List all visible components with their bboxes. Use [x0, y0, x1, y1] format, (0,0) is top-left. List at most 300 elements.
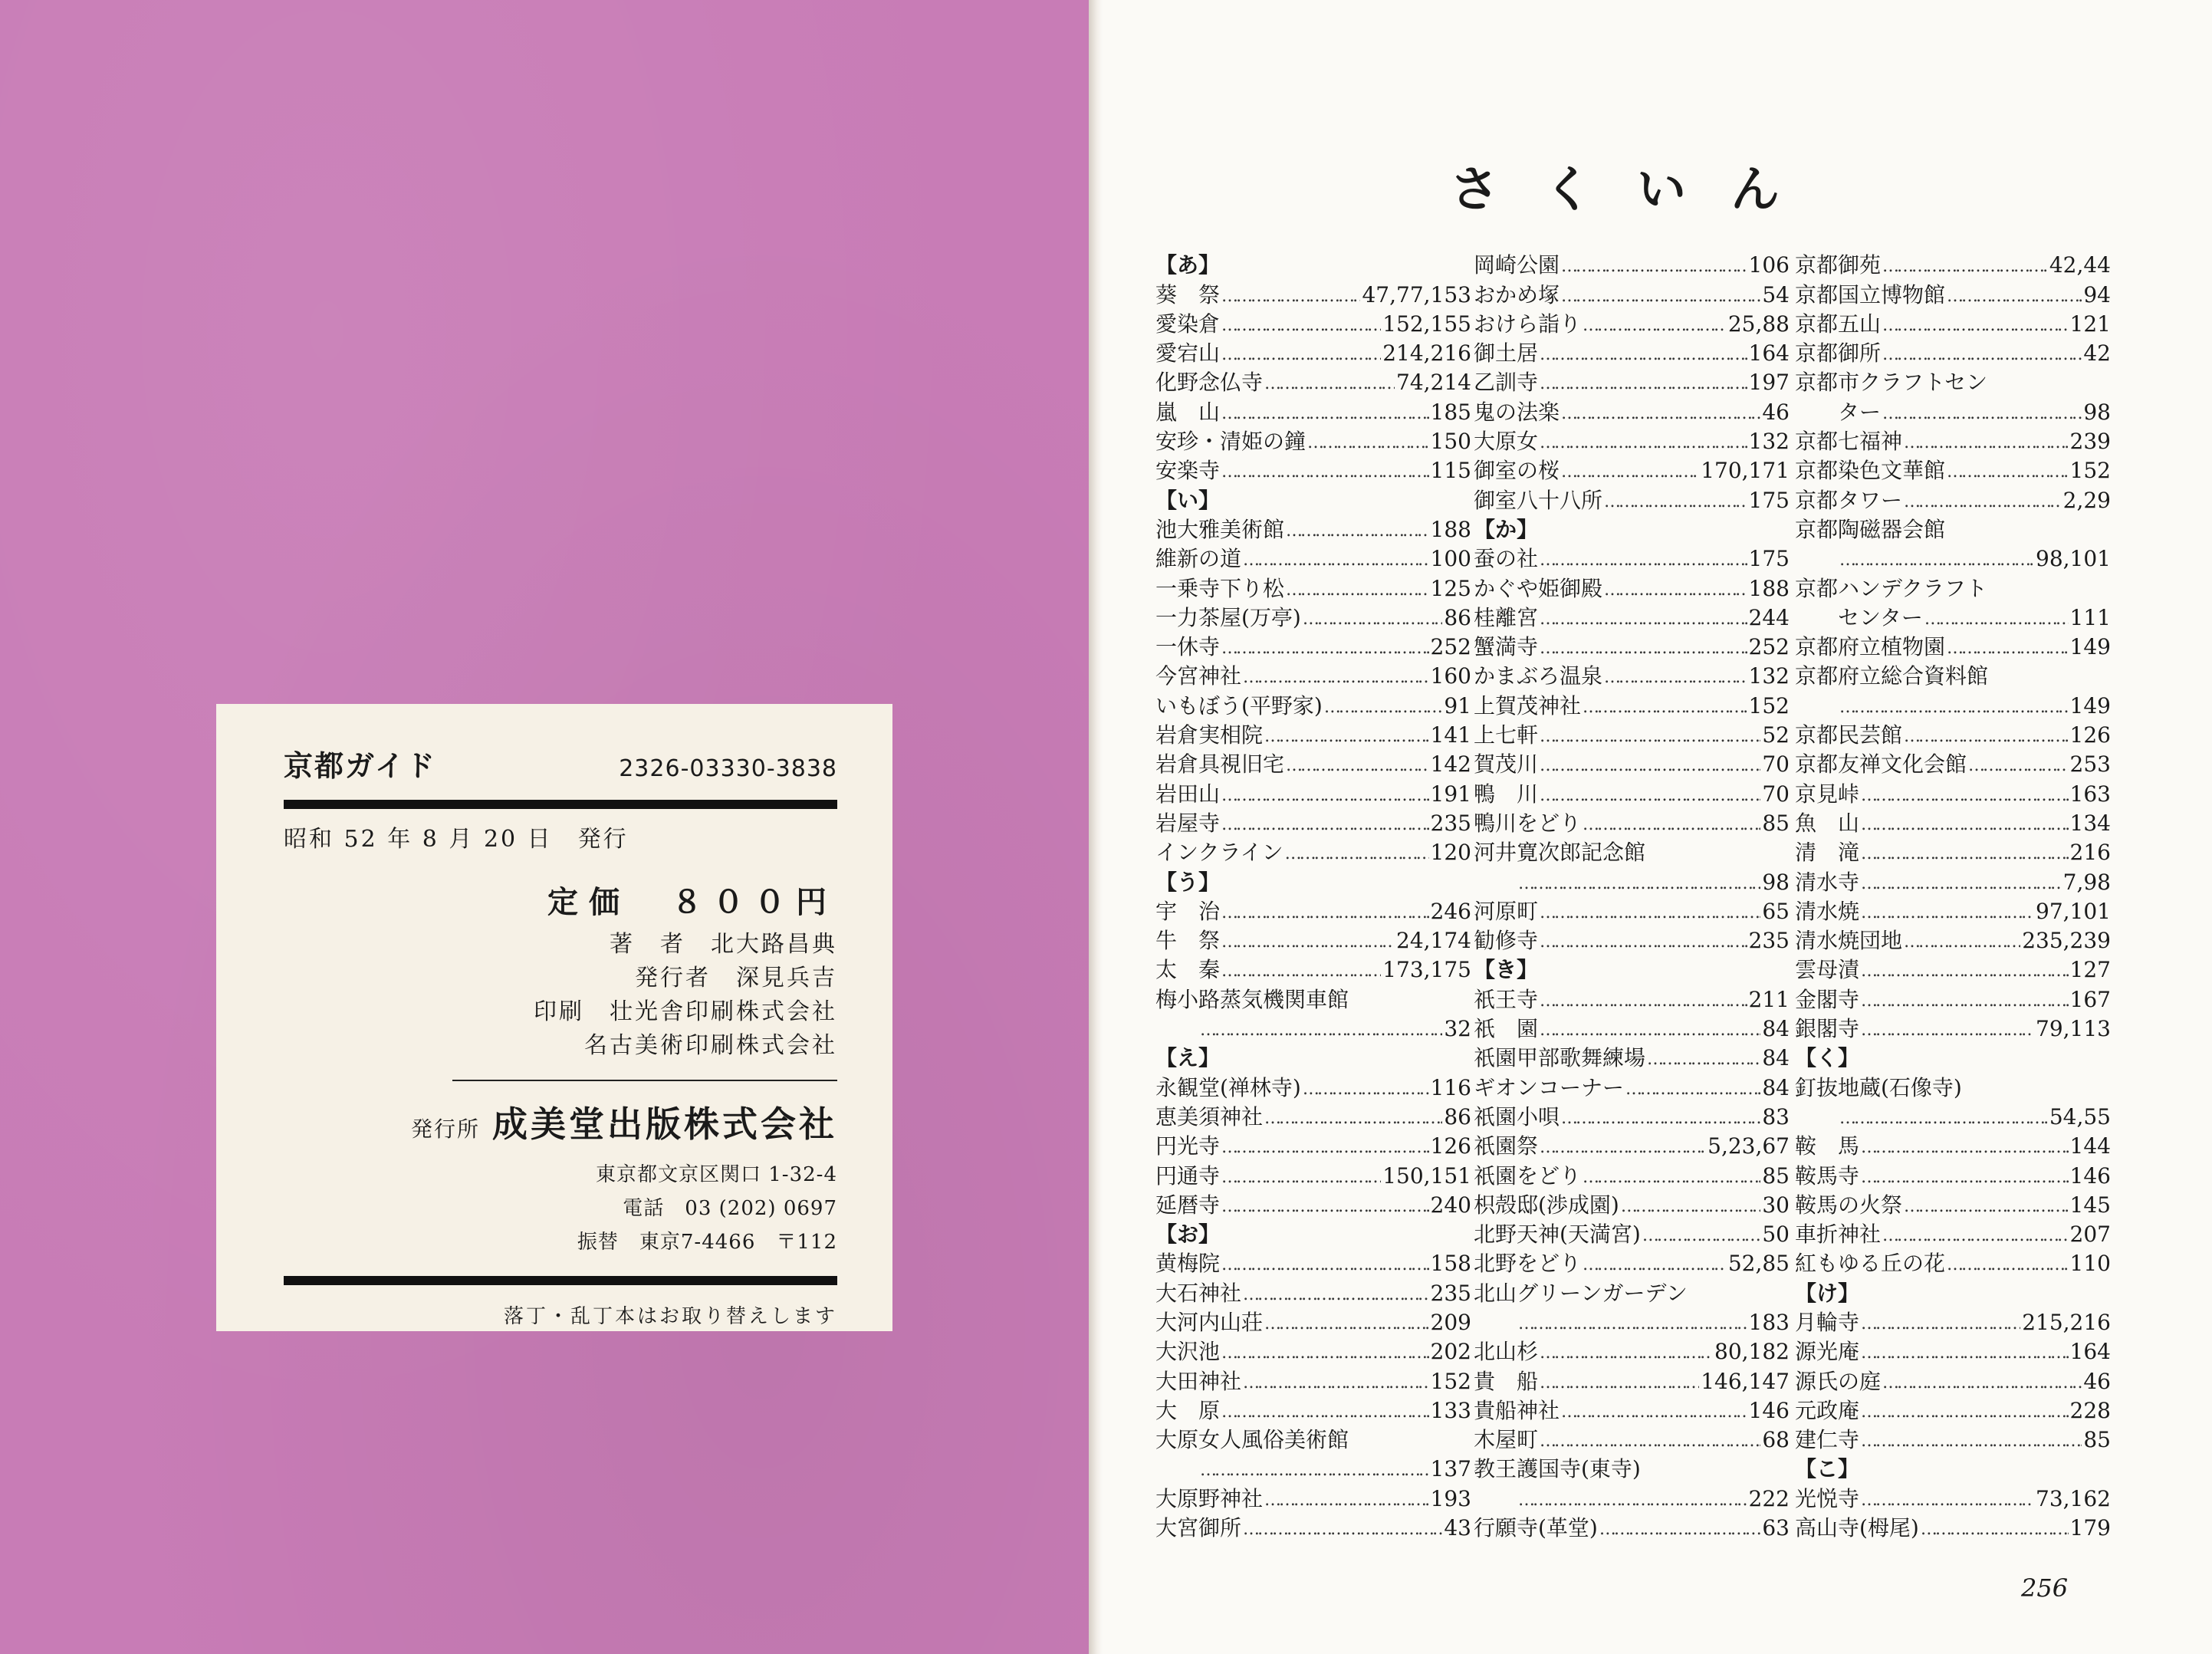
- index-entry: [1474, 631, 1790, 660]
- entry-page: 188: [1748, 575, 1790, 601]
- entry-page: 74,214: [1396, 370, 1471, 396]
- entry-page: 86: [1444, 1103, 1471, 1130]
- entry-name: インクライン: [1155, 840, 1283, 866]
- index-entry: [1474, 249, 1790, 278]
- index-entry: [1795, 1159, 2111, 1189]
- entry-name: 釘抜地蔵(石像寺): [1795, 1074, 1962, 1100]
- index-entry: [1474, 543, 1790, 572]
- leader-dots: [1221, 1342, 1429, 1365]
- leader-dots: [1540, 373, 1747, 396]
- leader-dots: [1286, 520, 1429, 543]
- entry-name: センター: [1838, 604, 1923, 630]
- entry-page: 65: [1762, 898, 1790, 924]
- index-entry: [1795, 983, 2111, 1012]
- entry-name: 鞍馬寺: [1795, 1162, 1860, 1189]
- entry-name: 京都民芸館: [1795, 722, 1903, 748]
- index-entry: [1155, 748, 1471, 778]
- leader-dots: [1947, 461, 2069, 484]
- entry-page: 52: [1762, 722, 1790, 748]
- leader-dots: [1861, 1019, 2034, 1042]
- entry-page: 84: [1762, 1045, 1790, 1071]
- entry-page: 68: [1762, 1427, 1790, 1453]
- index-entry: [1795, 514, 2111, 543]
- leader-dots: [1861, 843, 2069, 866]
- index-entry: [1795, 719, 2111, 748]
- leader-dots: [1303, 608, 1443, 631]
- index-entry: [1795, 1395, 2111, 1424]
- index-entry: [1474, 1395, 1790, 1424]
- index-entry: [1155, 689, 1471, 718]
- entry-page: 150,151: [1382, 1162, 1471, 1189]
- entry-page: 125: [1430, 575, 1471, 601]
- leader-dots: [1599, 1518, 1761, 1541]
- entry-page: 80,182: [1714, 1339, 1790, 1365]
- entry-name: 鞍馬の火祭: [1795, 1192, 1903, 1218]
- entry-page: 152: [1430, 1368, 1471, 1394]
- entry-name: 祇園をどり: [1474, 1162, 1582, 1189]
- index-entry: [1155, 954, 1471, 983]
- entry-name: 宇 治: [1155, 898, 1221, 924]
- leader-dots: [1861, 1166, 2069, 1189]
- leader-dots: [1221, 314, 1381, 337]
- leader-dots: [1861, 1489, 2034, 1512]
- index-entry: [1155, 1159, 1471, 1189]
- index-entry: [1795, 660, 2111, 689]
- entry-name: 鴨 川: [1474, 781, 1539, 807]
- entry-name: 【あ】: [1155, 252, 1221, 278]
- index-entry: [1474, 719, 1790, 748]
- leader-dots: [1561, 1107, 1760, 1130]
- entry-name: 金閣寺: [1795, 986, 1860, 1012]
- index-entry: [1795, 308, 2111, 337]
- entry-page: 79,113: [2036, 1016, 2111, 1042]
- publisher-label: 発行所: [410, 1116, 480, 1142]
- entry-name: 元政庵: [1795, 1397, 1860, 1423]
- entry-name: かまぶろ温泉: [1474, 663, 1603, 689]
- leader-dots: [1264, 373, 1395, 396]
- entry-name: 京都国立博物館: [1795, 281, 1946, 307]
- entry-page: 185: [1430, 399, 1471, 425]
- index-entry: [1155, 426, 1471, 455]
- entry-name: 大河内山荘: [1155, 1309, 1264, 1335]
- publisher-person: 発行者 深見兵吉: [635, 965, 837, 991]
- entry-name: 清水焼団地: [1795, 928, 1903, 954]
- price: 定価 ８００円: [547, 884, 837, 920]
- entry-name: 【い】: [1155, 487, 1221, 513]
- entry-page: 30: [1762, 1192, 1790, 1218]
- entry-name: 京都ハンデクラフト: [1795, 575, 1987, 601]
- entry-page: 91: [1444, 692, 1471, 718]
- entry-page: 25,88: [1727, 311, 1790, 337]
- entry-page: 209: [1430, 1309, 1471, 1335]
- leader-dots: [1221, 285, 1360, 308]
- entry-name: 京都府立総合資料館: [1795, 663, 1989, 689]
- leader-dots: [1221, 637, 1429, 660]
- index-entry: [1155, 1071, 1471, 1100]
- leader-dots: [1540, 549, 1747, 572]
- index-column-2: [1474, 249, 1790, 1541]
- leader-dots: [1882, 314, 2069, 337]
- entry-page: 132: [1748, 429, 1790, 455]
- leader-dots: [1947, 1254, 2069, 1277]
- phone: 電話 03 (202) 0697: [623, 1197, 837, 1220]
- index-entry: [1155, 367, 1471, 396]
- leader-dots: [1221, 784, 1429, 807]
- leader-dots: [1324, 696, 1443, 719]
- leader-dots: [1243, 1372, 1429, 1395]
- entry-page: 42: [2083, 340, 2111, 367]
- entry-name: 大田神社: [1155, 1368, 1242, 1394]
- index-entry: [1474, 484, 1790, 513]
- entry-name: 京都御所: [1795, 340, 1882, 367]
- page-number: 256: [2021, 1573, 2069, 1603]
- index-entry: [1155, 1395, 1471, 1424]
- transfer-account: 振替 東京7-4466 〒112: [577, 1231, 837, 1254]
- entry-page: 63: [1762, 1515, 1790, 1541]
- index-entry: [1474, 660, 1790, 689]
- leader-dots: [1540, 931, 1747, 954]
- leader-dots: [1561, 1401, 1747, 1424]
- printer-2: 名古美術印刷株式会社: [584, 1032, 837, 1059]
- leader-dots: [1583, 1254, 1727, 1277]
- index-entry: [1474, 896, 1790, 925]
- entry-name: 岩倉実相院: [1155, 722, 1264, 748]
- leader-dots: [1221, 344, 1381, 367]
- index-entry: [1474, 602, 1790, 631]
- entry-name: 今宮神社: [1155, 663, 1242, 689]
- index-entry: [1155, 660, 1471, 689]
- entry-page: 211: [1748, 986, 1790, 1012]
- leader-dots: [1861, 960, 2069, 983]
- entry-page: 120: [1430, 840, 1471, 866]
- entry-page: 149: [2069, 634, 2111, 660]
- entry-name: 岡崎公園: [1474, 252, 1560, 278]
- entry-page: 167: [2069, 986, 2111, 1012]
- leader-dots: [1307, 432, 1429, 455]
- entry-page: 132: [1748, 663, 1790, 689]
- index-section-header: [1474, 954, 1790, 983]
- index-section-header: [1795, 1453, 2111, 1482]
- entry-page: 193: [1430, 1485, 1471, 1511]
- entry-name: 一力茶屋(万亭): [1155, 604, 1301, 630]
- entry-page: 133: [1430, 1397, 1471, 1423]
- index-entry: [1474, 866, 1790, 895]
- entry-name: 蚕の社: [1474, 546, 1539, 572]
- entry-page: 145: [2069, 1192, 2111, 1218]
- leader-dots: [1518, 873, 1760, 896]
- leader-dots: [1221, 1195, 1429, 1218]
- entry-name: 車折神社: [1795, 1222, 1882, 1248]
- entry-page: 32: [1444, 1016, 1471, 1042]
- entry-page: 46: [2083, 1368, 2111, 1394]
- leader-dots: [1861, 1342, 2069, 1365]
- index-entry: [1155, 1248, 1471, 1277]
- index-entry: [1474, 1013, 1790, 1042]
- divider: [452, 1080, 837, 1081]
- leader-dots: [1264, 725, 1429, 748]
- entry-name: 鴨川をどり: [1474, 810, 1582, 836]
- entry-page: 170,171: [1701, 458, 1790, 484]
- index-entry: [1155, 1189, 1471, 1218]
- entry-page: 152,155: [1382, 311, 1471, 337]
- index-entry: [1795, 1336, 2111, 1365]
- entry-name: 教王護国寺(東寺): [1474, 1456, 1641, 1482]
- leader-dots: [1647, 1048, 1760, 1071]
- leader-dots: [1286, 579, 1429, 602]
- index-entry: [1474, 426, 1790, 455]
- index-entry: [1474, 337, 1790, 367]
- entry-name: 紅もゆる丘の花: [1795, 1251, 1946, 1277]
- index-entry: [1795, 1512, 2111, 1541]
- leader-dots: [1561, 461, 1699, 484]
- index-entry: [1474, 1159, 1790, 1189]
- entry-name: 清水寺: [1795, 869, 1860, 895]
- entry-page: 216: [2069, 840, 2111, 866]
- entry-name: 大沢池: [1155, 1339, 1221, 1365]
- entry-page: 83: [1762, 1103, 1790, 1130]
- entry-name: 銀閣寺: [1795, 1016, 1860, 1042]
- index-entry: [1474, 1307, 1790, 1336]
- leader-dots: [1200, 1459, 1429, 1482]
- entry-name: 祇園小唄: [1474, 1103, 1560, 1130]
- leader-dots: [1540, 990, 1747, 1013]
- inside-cover: [0, 0, 1089, 1654]
- entry-page: 111: [2069, 604, 2111, 630]
- entry-name: 貴船神社: [1474, 1397, 1560, 1423]
- leader-dots: [1904, 432, 2069, 455]
- entry-page: 5,23,67: [1707, 1133, 1790, 1159]
- printer-1: 印刷 壮光舎印刷株式会社: [534, 998, 837, 1025]
- index-section-header: [1155, 866, 1471, 895]
- index-entry: [1155, 1101, 1471, 1130]
- entry-name: 【う】: [1155, 869, 1221, 895]
- index-entry: [1155, 514, 1471, 543]
- leader-dots: [1540, 755, 1760, 778]
- index-entry: [1795, 896, 2111, 925]
- book-gutter: [1089, 0, 1103, 1654]
- index-entry: [1795, 396, 2111, 425]
- entry-name: 鬼の法楽: [1474, 399, 1560, 425]
- entry-name: 光悦寺: [1795, 1485, 1860, 1511]
- index-entry: [1795, 925, 2111, 954]
- publisher-row: [284, 1097, 837, 1147]
- entry-page: 97,101: [2036, 898, 2111, 924]
- entry-name: 円光寺: [1155, 1133, 1221, 1159]
- entry-page: 24,174: [1396, 928, 1471, 954]
- entry-page: 98: [1762, 869, 1790, 895]
- entry-name: 上賀茂神社: [1474, 692, 1582, 718]
- index-section-header: [1795, 1042, 2111, 1071]
- entry-name: 黄梅院: [1155, 1251, 1221, 1277]
- entry-name: 大 原: [1155, 1397, 1221, 1423]
- leader-dots: [1583, 314, 1727, 337]
- leader-dots: [1264, 1313, 1429, 1336]
- entry-name: 【こ】: [1795, 1456, 1860, 1482]
- index-entry: [1795, 1130, 2111, 1159]
- entry-page: 54: [1762, 281, 1790, 307]
- index-entry: [1155, 543, 1471, 572]
- leader-dots: [1200, 1019, 1442, 1042]
- index-entry: [1795, 1101, 2111, 1130]
- entry-name: 勧修寺: [1474, 928, 1539, 954]
- entry-name: おかめ塚: [1474, 281, 1560, 307]
- leader-dots: [1221, 960, 1381, 983]
- author: 著 者 北大路昌典: [610, 931, 837, 958]
- entry-name: 祇園甲部歌舞練場: [1474, 1045, 1646, 1071]
- leader-dots: [1561, 285, 1760, 308]
- index-entry: [1155, 1424, 1471, 1453]
- index-column-1: [1155, 249, 1471, 1541]
- entry-page: 188: [1430, 516, 1471, 542]
- entry-page: 142: [1430, 751, 1471, 778]
- entry-page: 228: [2069, 1397, 2111, 1423]
- leader-dots: [1540, 725, 1760, 748]
- entry-page: 137: [1430, 1456, 1471, 1482]
- leader-dots: [1921, 1518, 2069, 1541]
- index-entry: [1474, 396, 1790, 425]
- entry-page: 141: [1430, 722, 1471, 748]
- entry-page: 106: [1748, 252, 1790, 278]
- index-entry: [1795, 602, 2111, 631]
- index-entry: [1474, 1277, 1790, 1306]
- entry-page: 252: [1430, 634, 1471, 660]
- index-entry: [1474, 1248, 1790, 1277]
- index-entry: [1155, 572, 1471, 601]
- entry-name: 大原野神社: [1155, 1485, 1264, 1511]
- index-entry: [1474, 1218, 1790, 1248]
- index-entry: [1474, 1512, 1790, 1541]
- index-entry: [1155, 631, 1471, 660]
- entry-page: 163: [2069, 781, 2111, 807]
- leader-dots: [1303, 1078, 1429, 1101]
- entry-page: 146: [2069, 1162, 2111, 1189]
- index-entry: [1474, 778, 1790, 807]
- leader-dots: [1540, 1019, 1760, 1042]
- index-entry: [1795, 866, 2111, 895]
- entry-name: 葵 祭: [1155, 281, 1221, 307]
- entry-page: 222: [1748, 1485, 1790, 1511]
- entry-name: 京都友禅文化会館: [1795, 751, 1967, 778]
- entry-name: 北野をどり: [1474, 1251, 1582, 1277]
- index-entry: [1474, 572, 1790, 601]
- index-entry: [1795, 689, 2111, 718]
- leader-dots: [1221, 403, 1429, 426]
- index-entry: [1474, 1482, 1790, 1511]
- entry-name: 月輪寺: [1795, 1309, 1860, 1335]
- index-section-header: [1474, 514, 1790, 543]
- entry-page: 152: [2069, 458, 2111, 484]
- divider: [284, 1276, 837, 1285]
- colophon-card: [216, 704, 892, 1331]
- entry-page: 47,77,153: [1362, 281, 1471, 307]
- entry-page: 164: [2069, 1339, 2111, 1365]
- entry-page: 70: [1762, 781, 1790, 807]
- index-entry: [1474, 983, 1790, 1012]
- book-code: 2326-03330-3838: [619, 755, 837, 782]
- leader-dots: [1221, 1166, 1381, 1189]
- entry-name: 行願寺(革堂): [1474, 1515, 1598, 1541]
- index-entry: [1795, 1365, 2111, 1394]
- entry-page: 110: [2069, 1251, 2111, 1277]
- entry-page: 239: [2069, 429, 2111, 455]
- index-entry: [1155, 1453, 1471, 1482]
- entry-page: 158: [1430, 1251, 1471, 1277]
- entry-page: 85: [1762, 810, 1790, 836]
- index-entry: [1795, 1482, 2111, 1511]
- entry-name: 魚 山: [1795, 810, 1860, 836]
- leader-dots: [1540, 1136, 1706, 1159]
- index-entry: [1155, 602, 1471, 631]
- entry-name: 【く】: [1795, 1045, 1860, 1071]
- leader-dots: [1861, 784, 2069, 807]
- index-entry: [1795, 1218, 2111, 1248]
- entry-name: 延暦寺: [1155, 1192, 1221, 1218]
- entry-name: 安珍・清姫の鐘: [1155, 429, 1306, 455]
- index-entry: [1795, 278, 2111, 307]
- entry-name: ギオンコーナー: [1474, 1074, 1625, 1100]
- entry-page: 253: [2069, 751, 2111, 778]
- entry-page: 94: [2083, 281, 2111, 307]
- entry-page: 43: [1444, 1515, 1471, 1541]
- colophon-header: [284, 742, 837, 784]
- entry-name: 京都市クラフトセン: [1795, 370, 1988, 396]
- entry-page: 246: [1430, 898, 1471, 924]
- index-entry: [1155, 1512, 1471, 1541]
- entry-name: 御土居: [1474, 340, 1539, 367]
- index-entry: [1474, 807, 1790, 837]
- leader-dots: [1518, 1489, 1747, 1512]
- index-entry: [1155, 983, 1471, 1012]
- entry-page: 115: [1430, 458, 1471, 484]
- entry-name: 京都府立植物園: [1795, 634, 1946, 660]
- entry-name: 清 滝: [1795, 840, 1860, 866]
- index-entry: [1474, 1365, 1790, 1394]
- leader-dots: [1882, 1225, 2069, 1248]
- leader-dots: [1540, 1342, 1713, 1365]
- leader-dots: [1221, 1254, 1429, 1277]
- index-entry: [1155, 925, 1471, 954]
- index-entry: [1795, 1248, 2111, 1277]
- index-entry: [1474, 748, 1790, 778]
- divider: [284, 800, 837, 809]
- index-entry: [1155, 337, 1471, 367]
- entry-page: 149: [2069, 692, 2111, 718]
- leader-dots: [1904, 1195, 2069, 1218]
- entry-name: おけら詣り: [1474, 311, 1582, 337]
- leader-dots: [1839, 696, 2069, 719]
- index-entry: [1795, 455, 2111, 484]
- entry-page: 235: [1748, 928, 1790, 954]
- address: 東京都文京区関口 1-32-4: [595, 1163, 837, 1186]
- index-entry: [1474, 925, 1790, 954]
- entry-name: 京都七福神: [1795, 429, 1903, 455]
- index-entry: [1474, 308, 1790, 337]
- entry-name: 祇園祭: [1474, 1133, 1539, 1159]
- entry-name: 貴 船: [1474, 1368, 1539, 1394]
- index-entry: [1474, 1071, 1790, 1100]
- leader-dots: [1861, 902, 2034, 925]
- entry-page: 54,55: [2049, 1103, 2111, 1130]
- entry-page: 85: [2083, 1427, 2111, 1453]
- index-entry: [1795, 572, 2111, 601]
- leader-dots: [1861, 873, 2062, 896]
- entry-name: 岩屋寺: [1155, 810, 1221, 836]
- index-entry: [1474, 278, 1790, 307]
- entry-name: 祇 園: [1474, 1016, 1539, 1042]
- entry-page: 215,216: [2022, 1309, 2111, 1335]
- leader-dots: [1839, 1107, 2048, 1130]
- entry-name: 愛染倉: [1155, 311, 1221, 337]
